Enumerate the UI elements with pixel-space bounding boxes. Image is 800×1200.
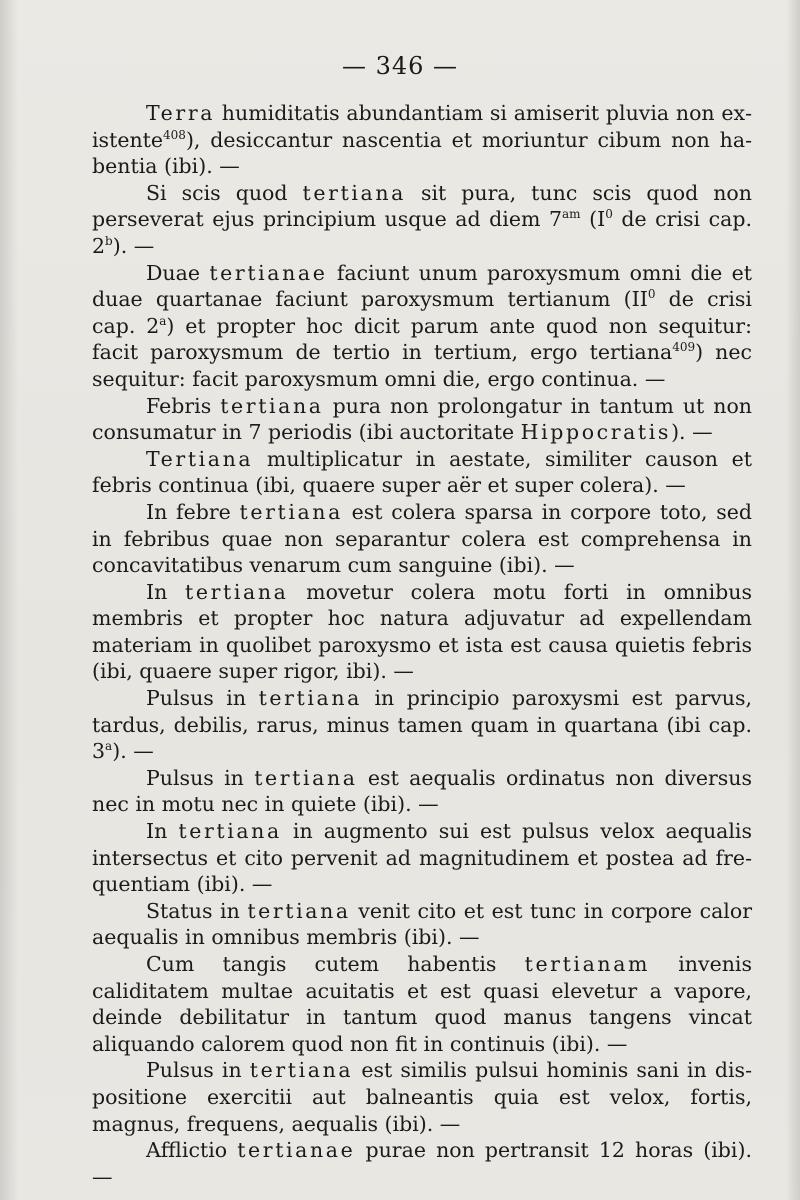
text-run: Afflictio xyxy=(146,1138,238,1163)
spaced-term: tertiana xyxy=(258,686,362,711)
text-run: sit pura, tunc scis quod non perseverat ejus principium usque ad diem 7 xyxy=(92,180,752,232)
paragraph xyxy=(92,446,752,499)
spaced-term: tertianam xyxy=(524,952,651,976)
paragraph xyxy=(92,818,752,898)
spaced-term: Tertiana xyxy=(146,446,254,471)
text-run: (I xyxy=(580,207,606,232)
spaced-term: tertiana xyxy=(239,499,343,524)
text-run: ). — xyxy=(671,420,713,445)
superscript: 408 xyxy=(163,127,186,142)
paragraph xyxy=(92,1057,752,1137)
text-run: Duae xyxy=(146,260,210,285)
text-run: venit cito et est tunc in corpore calor aequalis in omnibus membris (ibi). — xyxy=(92,898,752,950)
superscript: 409 xyxy=(672,340,696,355)
text-run: ), desiccantur nascentia et moriuntur cibum non habentia (ibi). — xyxy=(92,127,752,179)
page-left-shadow xyxy=(0,0,18,1200)
paragraph xyxy=(92,260,752,393)
text-run: Pulsus in xyxy=(146,765,255,790)
paragraph xyxy=(92,685,752,765)
spaced-term: Hippocratis xyxy=(520,420,672,445)
text-run: ). — xyxy=(112,739,154,764)
superscript: 0 xyxy=(605,207,613,222)
text-run: Febris xyxy=(146,393,221,418)
spaced-term: tertiana xyxy=(220,393,324,418)
text-run: purae non pertransit 12 horas (ibi). — xyxy=(92,1138,753,1189)
spaced-term: tertiana xyxy=(185,579,289,604)
paragraph xyxy=(92,951,752,1057)
superscript: 0 xyxy=(647,287,656,302)
paragraph xyxy=(92,393,752,446)
text-run: movetur colera motu forti in omnibus membris et propter hoc natura adjuvatur ad expellendam materiam in quolibet paroxysmo et ista est causa quietis febris (ibi, quaere super rigor, ibi). — xyxy=(92,579,752,684)
text-run: Cum tangis cutem habentis xyxy=(146,952,525,976)
superscript: a xyxy=(105,739,113,754)
spaced-term: tertiana xyxy=(178,819,282,844)
paragraph xyxy=(92,180,752,260)
superscript: am xyxy=(562,207,581,222)
spaced-term: tertianae xyxy=(237,1138,356,1163)
spaced-term: tertiana xyxy=(249,1058,354,1083)
page-number: — 346 — xyxy=(341,52,459,80)
text-run: est aequalis ordinatus non diversus nec in motu nec in quiete (ibi). — xyxy=(92,765,752,817)
paragraph xyxy=(92,898,752,951)
spaced-term: tertiana xyxy=(254,765,358,790)
text-run: de crisi cap. 2 xyxy=(92,207,752,258)
spaced-term: Terra xyxy=(146,101,216,125)
paragraph xyxy=(92,579,752,685)
text-run: faciunt unum paroxysmum omni die et duae quartanae faciunt paroxysmum tertianum (II xyxy=(92,260,753,312)
text-run: invenis caliditatem multae acuitatis et est quasi elevetur a vapore, deinde debilitatur in tantum quod manus tangens vincat aliquando calorem quod non fit in continuis (ibi). — xyxy=(92,952,752,1056)
text-run: Pulsus in xyxy=(146,686,259,711)
text-run: In xyxy=(146,579,186,604)
spaced-term: tertiana xyxy=(247,898,351,923)
text-run: In febre xyxy=(146,499,240,524)
text-run: est similis pulsui hominis sani in dispositione exercitii aut balneantis quia est velox, fortis, magnus, frequens, aequalis (ibi). — xyxy=(92,1058,753,1136)
text-run: in principio paroxysmi est parvus, tardus, debilis, rarus, minus tamen quam in quartana (ibi cap. 3 xyxy=(92,686,752,764)
body-text xyxy=(92,100,752,1190)
spaced-term: tertiana xyxy=(302,180,406,205)
text-run: multiplicatur in aestate, similiter causon et febris continua (ibi, quaere super aër et super colera). — xyxy=(92,446,752,498)
paragraph xyxy=(92,100,752,180)
text-run: ). — xyxy=(112,233,155,258)
text-run: de crisi cap. 2 xyxy=(92,287,752,338)
text-run: Pulsus in xyxy=(146,1058,250,1083)
spaced-term: tertianae xyxy=(209,260,328,285)
paragraph xyxy=(92,1137,752,1190)
superscript: a xyxy=(159,313,167,328)
page-right-shadow xyxy=(786,0,800,1200)
text-run: Status in xyxy=(146,898,248,923)
superscript: b xyxy=(105,234,113,249)
text-run: est colera sparsa in corpore toto, sed in febribus quae non separantur colera est comprehensa in concavitatibus venarum cum sanguine (ibi). — xyxy=(92,499,752,578)
text-run: pura non prolongatur in tantum ut non consumatur in 7 periodis (ibi auctoritate xyxy=(92,393,753,445)
text-run: in augmento sui est pulsus velox aequalis intersectus et cito pervenit ad magnitudinem et postea ad frequentiam (ibi). — xyxy=(92,819,753,897)
text-run: ) nec sequitur: facit paroxysmum omni die, ergo continua. — xyxy=(92,340,752,391)
paragraph xyxy=(92,499,752,579)
text-run: humiditatis abundantiam si amiserit pluvia non existente xyxy=(92,101,752,152)
text-run: ) et propter hoc dicit parum ante quod non sequitur: facit paroxysmum de tertio in tertium, ergo tertiana xyxy=(92,313,752,365)
text-run: In xyxy=(146,819,179,844)
text-run: Si scis quod xyxy=(146,180,303,205)
paragraph xyxy=(92,765,752,818)
